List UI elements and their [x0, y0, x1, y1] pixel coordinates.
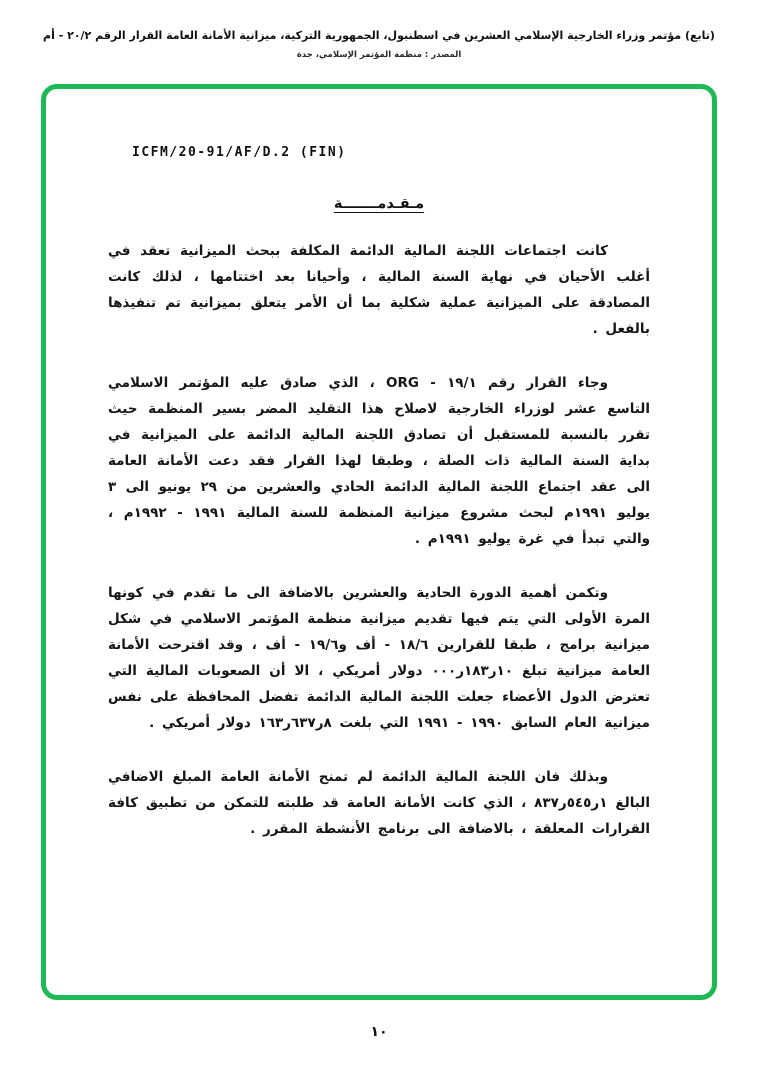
paragraph-1: كانت اجتماعات اللجنة المالية الدائمة المكلفة ببحث الميزانية تعقد في أغلب الأحيان في نهاية السنة المالية ، وأحيانا بعد اختتامها ، لذلك كانت المصادقة على الميزانية عملية شكلية بما أن الأمر يتعلق بميزانية تم تنفيذها بالفعل . [108, 243, 650, 337]
paragraph-2: وجاء القرار رقم ١٩/١ - ORG ، الذي صادق عليه المؤتمر الاسلامي التاسع عشر لوزراء الخارجية لاصلاح هذا التقليد المضر بسير المنظمة حيث تقرر بالنسبة للمستقبل أن تصادق اللجنة المالية الدائمة على الميزانية في بداية السنة المالية ذات الصلة ، وطبقا لهذا القرار فقد دعت الأمانة العامة الى عقد اجتماع اللجنة المالية الدائمة الحادي والعشرين من ٢٩ يونيو الى ٣ يوليو ١٩٩١م لبحث مشروع ميزانية المنظمة للسنة المالية ١٩٩١ - ١٩٩٢م ، والتي تبدأ في غرة يوليو ١٩٩١م . [108, 375, 650, 547]
document-green-frame [41, 84, 717, 1000]
paragraph-4: وبذلك فان اللجنة المالية الدائمة لم تمنح الأمانة العامة المبلغ الاضافي البالغ ١ر٥٤٥ر٨٣٧ ، الذي كانت الأمانة العامة قد طلبته للتمكن من تطبيق كافة القرارات المعلقة ، بالاضافة الى برنامج الأنشطة المقرر . [108, 769, 650, 837]
document-title: مـقـدمـــــــة [333, 196, 425, 212]
page-source-line: المصدر : منظمة المؤتمر الإسلامي، جدة [296, 50, 462, 60]
document-body [104, 238, 654, 842]
page-header-title: (تابع) مؤتمر وزراء الخارجية الإسلامي العشرين في اسطنبول، الجمهورية التركية، ميزانية الأمانة العامة القرار الرقم ٢٠/٢ - أم [43, 29, 715, 42]
document-reference-code: ICFM/20-91/AF/D.2 (FIN) [132, 145, 347, 160]
page-number: ١٠ [370, 1024, 388, 1040]
paragraph-3: وتكمن أهمية الدورة الحادية والعشرين بالاضافة الى ما تقدم في كونها المرة الأولى التي يتم فيها تقديم ميزانية منظمة المؤتمر الاسلامي في شكل ميزانية برامج ، طبقا للقرارين ١٨/٦ - أف و١٩/٦ - أف ، وقد اقترحت الأمانة العامة ميزانية تبلغ ١٠ر١٨٣ر٠٠٠ دولار أمريكي ، الا أن الصعوبات المالية التي تعترض الدول الأعضاء جعلت اللجنة المالية الدائمة تفضل المحافظة على نفس ميزانية العام السابق ١٩٩٠ - ١٩٩١ التي بلغت ٨ر٦٣٧ر١٦٣ دولار أمريكي . [108, 585, 651, 731]
page-header [0, 0, 758, 60]
